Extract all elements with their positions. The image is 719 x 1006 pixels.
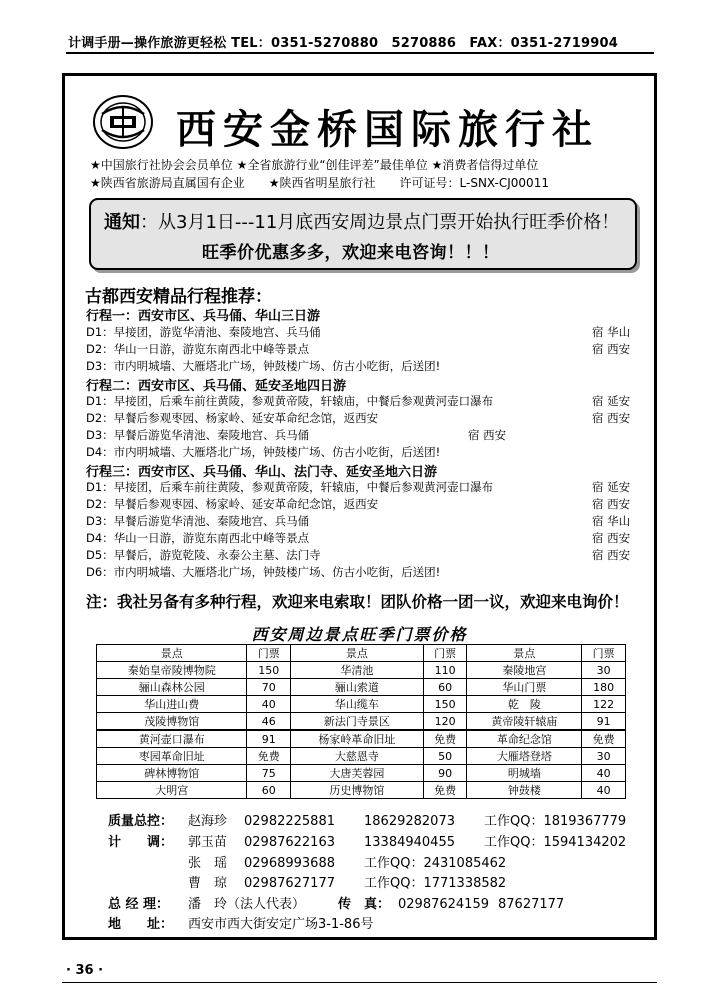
- ticket-table-title: 西安周边景点旺季门票价格: [251, 625, 468, 644]
- table-cell: 骊山森林公园: [97, 679, 247, 696]
- contact-row-planner-3: 曹 琼 02987627177 工作QQ：1771338582: [188, 876, 507, 891]
- recommend-title: 古都西安精品行程推荐：: [85, 287, 272, 307]
- table-cell: 钟鼓楼: [467, 782, 582, 799]
- table-row: [97, 696, 626, 713]
- table-row: [97, 713, 626, 731]
- table-cell: 110: [423, 662, 467, 679]
- itinerary-1-day-3: D3：市内明城墙、大雁塔北广场，钟鼓楼广场、仿古小吃街，后送团!: [86, 359, 441, 373]
- table-cell: 大明宫: [97, 782, 247, 799]
- itinerary-1-title: 行程一：西安市区、兵马俑、华山三日游: [86, 309, 321, 324]
- table-cell: 茂陵博物馆: [97, 713, 247, 731]
- table-cell: 40: [247, 696, 291, 713]
- table-cell: 46: [247, 713, 291, 731]
- table-row: [97, 662, 626, 679]
- credentials-line-2: ★陕西省旅游局直属国有企业 ★陕西省明星旅行社 许可证号：L-SNX-CJ00011: [90, 176, 549, 190]
- itinerary-2-day-2: D2：早餐后参观枣园、杨家岭、延安革命纪念馆，返西安 宿 西安: [86, 411, 631, 425]
- table-cell: 70: [247, 679, 291, 696]
- table-cell: 碑林博物馆: [97, 765, 247, 782]
- contact-row-planner-2: 张 瑶 02968993688 工作QQ：2431085462: [188, 856, 507, 871]
- table-row: [97, 782, 626, 799]
- ticket-price-table: [96, 644, 626, 799]
- itinerary-2-day-1: D1：早接团，后乘车前往黄陵，参观黄帝陵，轩辕庙，中餐后参观黄河壶口瀑布 宿 延安: [86, 394, 631, 408]
- table-cell: 50: [423, 748, 467, 765]
- table-cell: 60: [247, 782, 291, 799]
- table-row: [97, 679, 626, 696]
- itinerary-2-day-4: D4：市内明城墙、大雁塔北广场，钟鼓楼广场、仿古小吃街，后送团!: [86, 445, 441, 459]
- table-cell: 90: [423, 765, 467, 782]
- table-cell: 黄河壶口瀑布: [97, 730, 247, 748]
- table-cell: 秦陵地宫: [467, 662, 582, 679]
- inquiry-note: 注：我社另备有多种行程，欢迎来电索取！团队价格一团一议，欢迎来电询价！: [86, 593, 629, 611]
- table-cell: 杨家岭革命旧址: [291, 730, 424, 748]
- itinerary-1-day-2: D2：华山一日游，游览东南西北中峰等景点 宿 西安: [86, 342, 631, 356]
- notice-line-2: 旺季价优惠多多，欢迎来电咨询！！！: [202, 243, 500, 263]
- itinerary-3-day-2: D2：早餐后参观枣园、杨家岭、延安革命纪念馆，返西安 宿 西安: [86, 497, 631, 511]
- itinerary-3-day-3: D3：早餐后游览华清池、秦陵地宫、兵马俑 宿 华山: [86, 514, 631, 528]
- header-rule: [66, 52, 654, 54]
- company-name: 西安金桥国际旅行社: [176, 106, 599, 153]
- table-cell: 骊山索道: [291, 679, 424, 696]
- page-header: 计调手册—操作旅游更轻松 TEL：0351-5270880 5270886 FAX：0351-2719904: [68, 36, 618, 51]
- itinerary-1-day-1: D1：早接团，游览华清池、秦陵地宫、兵马俑 宿 华山: [86, 325, 631, 339]
- table-cell: 新法门寺景区: [291, 713, 424, 731]
- table-cell: 30: [582, 748, 626, 765]
- column-header: 景点: [467, 645, 582, 662]
- contact-row-quality: 质量总控： 赵海珍 02982225881 18629282073 工作QQ：1819367779: [108, 814, 627, 829]
- column-header: 门票: [423, 645, 467, 662]
- page-number: · 36 ·: [66, 963, 104, 978]
- itinerary-2-day-3: D3：早餐后游览华清池、秦陵地宫、兵马俑 宿 西安: [86, 428, 507, 442]
- column-header: 景点: [97, 645, 247, 662]
- table-cell: 40: [582, 765, 626, 782]
- table-cell: 免费: [423, 782, 467, 799]
- table-cell: 乾 陵: [467, 696, 582, 713]
- itinerary-3-day-4: D4：华山一日游，游览东南西北中峰等景点 宿 西安: [86, 531, 631, 545]
- table-cell: 华山缆车: [291, 696, 424, 713]
- credentials-line-1: ★中国旅行社协会会员单位 ★全省旅游行业“创佳评差”最佳单位 ★消费者信得过单位: [90, 158, 539, 172]
- table-header-row: [97, 645, 626, 662]
- column-header: 景点: [291, 645, 424, 662]
- itinerary-3-day-5: D5：早餐后，游览乾陵、永泰公主墓、法门寺 宿 西安: [86, 548, 631, 562]
- table-cell: 历史博物馆: [291, 782, 424, 799]
- table-cell: 黄帝陵轩辕庙: [467, 713, 582, 731]
- table-cell: 大雁塔登塔: [467, 748, 582, 765]
- table-cell: 120: [423, 713, 467, 731]
- table-cell: 大唐芙蓉园: [291, 765, 424, 782]
- table-cell: 革命纪念馆: [467, 730, 582, 748]
- manager-row: 总 经 理： 潘 玲（法人代表） 传 真： 02987624159 87627177: [108, 897, 565, 912]
- table-cell: 40: [582, 782, 626, 799]
- table-cell: 秦始皇帝陵博物院: [97, 662, 247, 679]
- table-cell: 150: [423, 696, 467, 713]
- table-cell: 75: [247, 765, 291, 782]
- notice-line-1: [104, 208, 619, 234]
- table-cell: 枣园革命旧址: [97, 748, 247, 765]
- table-cell: 免费: [582, 730, 626, 748]
- itinerary-3-title: 行程三：西安市区、兵马俑、华山、法门寺、延安圣地六日游: [86, 465, 438, 480]
- table-cell: 91: [247, 730, 291, 748]
- table-cell: 180: [582, 679, 626, 696]
- table-cell: 华山进山费: [97, 696, 247, 713]
- itinerary-3-day-1: D1：早接团，后乘车前往黄陵，参观黄帝陵，轩辕庙，中餐后参观黄河壶口瀑布 宿 延安: [86, 480, 631, 494]
- notice-text: ：从3月1日---11月底西安周边景点门票开始执行旺季价格！: [140, 212, 620, 233]
- address-row: 地 址： 西安市西大街安定广场3-1-86号: [108, 917, 374, 932]
- contact-row-planner-1: 计 调： 郭玉苗 02987622163 13384940455 工作QQ：1594134202: [108, 835, 627, 850]
- footer-rule: [62, 982, 657, 983]
- table-row: [97, 765, 626, 782]
- table-cell: 华清池: [291, 662, 424, 679]
- table-cell: 明城墙: [467, 765, 582, 782]
- table-cell: 华山门票: [467, 679, 582, 696]
- table-cell: 大慈恩寺: [291, 748, 424, 765]
- table-row: [97, 730, 626, 748]
- notice-label: 通知: [104, 212, 140, 233]
- table-cell: 免费: [423, 730, 467, 748]
- company-logo-icon: [92, 94, 154, 150]
- column-header: 门票: [582, 645, 626, 662]
- table-cell: 30: [582, 662, 626, 679]
- itinerary-2-title: 行程二：西安市区、兵马俑、延安圣地四日游: [86, 379, 347, 394]
- table-cell: 150: [247, 662, 291, 679]
- table-row: [97, 748, 626, 765]
- itinerary-3-day-6: D6：市内明城墙、大雁塔北广场，钟鼓楼广场、仿古小吃街，后送团!: [86, 565, 441, 579]
- table-cell: 91: [582, 713, 626, 731]
- column-header: 门票: [247, 645, 291, 662]
- table-cell: 60: [423, 679, 467, 696]
- table-cell: 免费: [247, 748, 291, 765]
- table-cell: 122: [582, 696, 626, 713]
